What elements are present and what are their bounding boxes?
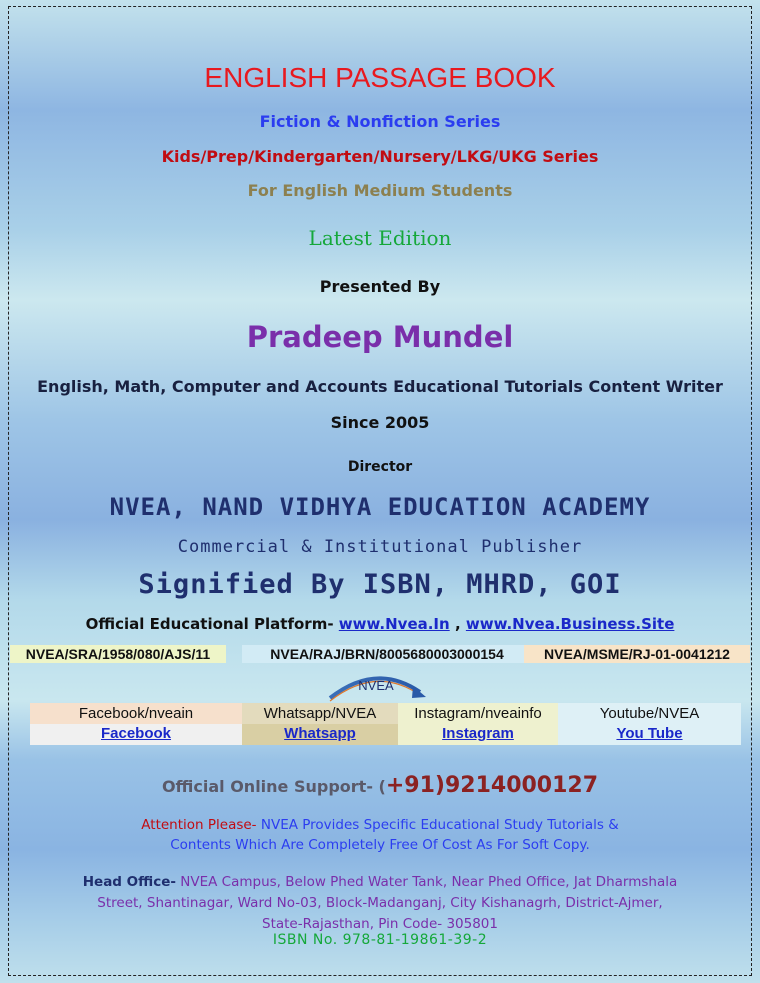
instagram-handle: Instagram/nveainfo xyxy=(398,703,558,724)
edition-label: Latest Edition xyxy=(308,226,452,250)
attention-line: Contents Which Are Completely Free Of Cost As For Soft Copy. xyxy=(170,837,590,853)
support-phone[interactable]: +91)9214000127 xyxy=(385,773,599,798)
attention-line: NVEA Provides Specific Educational Study Tutorials & xyxy=(260,817,619,833)
head-office-address xyxy=(0,872,760,935)
whatsapp-handle: Whatsapp/NVEA xyxy=(242,703,398,724)
series-subtitle: Fiction & Nonfiction Series xyxy=(259,112,501,131)
author-name: Pradeep Mundel xyxy=(246,320,514,354)
address-line: NVEA Campus, Below Phed Water Tank, Near Phed Office, Jat Dharmshala xyxy=(180,874,678,890)
instagram-link[interactable]: Instagram xyxy=(442,725,514,742)
levels-subtitle: Kids/Prep/Kindergarten/Nursery/LKG/UKG Series xyxy=(161,147,599,166)
social-cell-instagram xyxy=(398,703,558,745)
presented-by-label: Presented By xyxy=(319,277,441,296)
business-site-link[interactable]: www.Nvea.Business.Site xyxy=(465,615,675,633)
since-year: Since 2005 xyxy=(330,413,430,432)
attention-label: Attention Please- xyxy=(141,817,257,833)
registration-number: NVEA/SRA/1958/080/AJS/11 xyxy=(10,645,226,663)
platform-label: Official Educational Platform- xyxy=(85,615,334,633)
platform-line xyxy=(0,615,760,633)
whatsapp-link[interactable]: Whatsapp xyxy=(284,725,356,742)
publisher-line: Commercial & Institutional Publisher xyxy=(177,537,583,557)
support-label: Official Online Support- ( xyxy=(161,777,386,796)
youtube-link[interactable]: You Tube xyxy=(616,725,683,742)
link-separator: , xyxy=(454,615,461,633)
curved-arrow-icon xyxy=(322,668,430,702)
address-line: Street, Shantinagar, Ward No-03, Block-Madanganj, City Kishanagrh, District-Ajmer, xyxy=(97,895,663,911)
signified-line: Signified By ISBN, MHRD, GOI xyxy=(138,569,622,600)
facebook-handle: Facebook/nveain xyxy=(30,703,242,724)
facebook-link[interactable]: Facebook xyxy=(100,725,172,742)
social-cell-youtube xyxy=(558,703,741,745)
social-cell-whatsapp xyxy=(242,703,398,745)
social-table xyxy=(30,703,741,745)
author-role: English, Math, Computer and Accounts Educational Tutorials Content Writer xyxy=(37,377,723,396)
registration-number: NVEA/RAJ/BRN/8005680003000154 xyxy=(242,645,532,663)
students-subtitle: For English Medium Students xyxy=(247,181,513,200)
address-line: State-Rajasthan, Pin Code- 305801 xyxy=(262,916,498,932)
director-label: Director xyxy=(347,459,413,475)
head-office-label: Head Office- xyxy=(82,874,176,890)
youtube-handle: Youtube/NVEA xyxy=(558,703,741,724)
website-link[interactable]: www.Nvea.In xyxy=(338,615,450,633)
nvea-arrow-badge xyxy=(322,668,430,702)
attention-notice xyxy=(0,815,760,855)
support-line xyxy=(0,773,760,798)
registration-bar xyxy=(10,645,750,663)
isbn-number: ISBN No. 978-81-19861-39-2 xyxy=(272,932,488,948)
social-cell-facebook xyxy=(30,703,242,745)
nvea-badge-text: NVEA xyxy=(358,678,394,693)
book-title: ENGLISH PASSAGE BOOK xyxy=(204,62,556,93)
academy-name: NVEA, NAND VIDHYA EDUCATION ACADEMY xyxy=(109,493,651,521)
registration-number: NVEA/MSME/RJ-01-0041212 xyxy=(524,645,750,663)
